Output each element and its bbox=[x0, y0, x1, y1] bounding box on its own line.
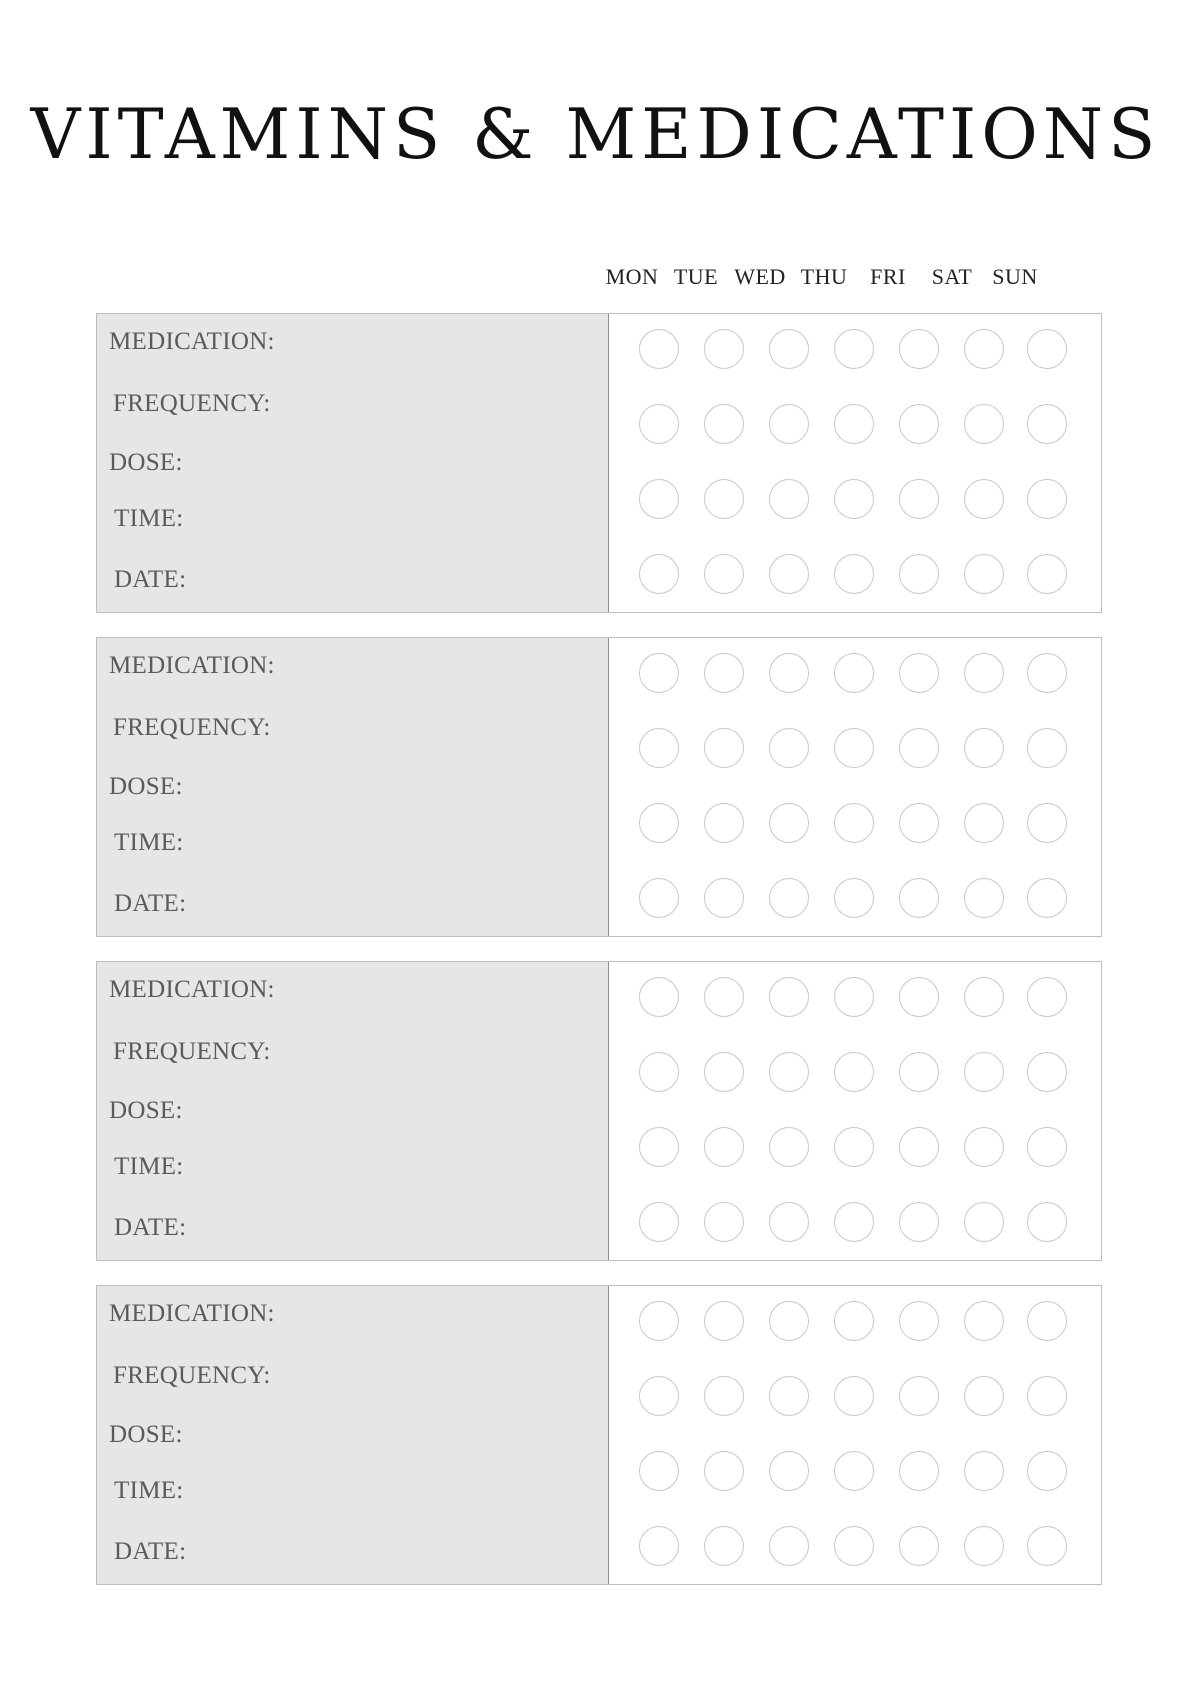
check-circle-fri-row2[interactable] bbox=[899, 1052, 939, 1092]
weekday-header bbox=[600, 264, 1100, 294]
dose-label[interactable]: DOSE: bbox=[109, 449, 183, 476]
dose-label[interactable]: DOSE: bbox=[109, 1097, 183, 1124]
check-circle-sat-row2[interactable] bbox=[964, 728, 1004, 768]
check-circle-sat-row1[interactable] bbox=[964, 977, 1004, 1017]
check-circle-fri-row4[interactable] bbox=[899, 1202, 939, 1242]
check-circle-fri-row3[interactable] bbox=[899, 479, 939, 519]
check-circle-thu-row1[interactable] bbox=[834, 977, 874, 1017]
check-circle-wed-row3[interactable] bbox=[769, 1451, 809, 1491]
day-label-mon: MON bbox=[605, 264, 659, 289]
check-circle-tue-row4[interactable] bbox=[704, 878, 744, 918]
date-label[interactable]: DATE: bbox=[114, 1214, 187, 1241]
check-circle-thu-row3[interactable] bbox=[834, 803, 874, 843]
check-circle-sun-row4[interactable] bbox=[1027, 878, 1067, 918]
check-circle-sat-row4[interactable] bbox=[964, 1526, 1004, 1566]
check-circle-fri-row2[interactable] bbox=[899, 728, 939, 768]
check-circle-tue-row3[interactable] bbox=[704, 479, 744, 519]
medication-block bbox=[96, 313, 1102, 613]
check-circle-mon-row4[interactable] bbox=[639, 1526, 679, 1566]
day-label-tue: TUE bbox=[673, 264, 719, 289]
check-circle-sat-row1[interactable] bbox=[964, 329, 1004, 369]
check-circle-thu-row4[interactable] bbox=[834, 878, 874, 918]
check-circle-wed-row2[interactable] bbox=[769, 1376, 809, 1416]
tracking-grid bbox=[609, 314, 1101, 612]
check-circle-sun-row2[interactable] bbox=[1027, 1052, 1067, 1092]
check-circle-sun-row4[interactable] bbox=[1027, 1202, 1067, 1242]
medication-block bbox=[96, 961, 1102, 1261]
check-circle-thu-row1[interactable] bbox=[834, 1301, 874, 1341]
check-circle-sun-row2[interactable] bbox=[1027, 404, 1067, 444]
check-circle-wed-row3[interactable] bbox=[769, 1127, 809, 1167]
check-circle-wed-row2[interactable] bbox=[769, 728, 809, 768]
check-circle-mon-row1[interactable] bbox=[639, 1301, 679, 1341]
time-label[interactable]: TIME: bbox=[114, 505, 184, 532]
check-circle-thu-row4[interactable] bbox=[834, 554, 874, 594]
check-circle-mon-row1[interactable] bbox=[639, 653, 679, 693]
check-circle-sun-row3[interactable] bbox=[1027, 803, 1067, 843]
check-circle-mon-row4[interactable] bbox=[639, 878, 679, 918]
check-circle-wed-row1[interactable] bbox=[769, 1301, 809, 1341]
check-circle-thu-row2[interactable] bbox=[834, 728, 874, 768]
check-circle-tue-row1[interactable] bbox=[704, 977, 744, 1017]
check-circle-sat-row3[interactable] bbox=[964, 479, 1004, 519]
day-label-sun: SUN bbox=[992, 264, 1038, 289]
check-circle-mon-row4[interactable] bbox=[639, 1202, 679, 1242]
dose-label[interactable]: DOSE: bbox=[109, 1421, 183, 1448]
time-label[interactable]: TIME: bbox=[114, 1477, 184, 1504]
check-circle-fri-row1[interactable] bbox=[899, 977, 939, 1017]
medication-info-panel bbox=[97, 638, 609, 936]
check-circle-tue-row4[interactable] bbox=[704, 1526, 744, 1566]
check-circle-sun-row1[interactable] bbox=[1027, 977, 1067, 1017]
check-circle-wed-row1[interactable] bbox=[769, 653, 809, 693]
check-circle-tue-row3[interactable] bbox=[704, 1127, 744, 1167]
date-label[interactable]: DATE: bbox=[114, 1538, 187, 1565]
check-circle-sun-row1[interactable] bbox=[1027, 329, 1067, 369]
check-circle-sat-row4[interactable] bbox=[964, 554, 1004, 594]
check-circle-sat-row3[interactable] bbox=[964, 803, 1004, 843]
time-label[interactable]: TIME: bbox=[114, 1153, 184, 1180]
check-circle-sun-row2[interactable] bbox=[1027, 1376, 1067, 1416]
check-circle-tue-row2[interactable] bbox=[704, 1376, 744, 1416]
check-circle-fri-row1[interactable] bbox=[899, 329, 939, 369]
check-circle-sat-row4[interactable] bbox=[964, 1202, 1004, 1242]
check-circle-fri-row4[interactable] bbox=[899, 554, 939, 594]
check-circle-mon-row3[interactable] bbox=[639, 1451, 679, 1491]
check-circle-mon-row4[interactable] bbox=[639, 554, 679, 594]
check-circle-mon-row2[interactable] bbox=[639, 1376, 679, 1416]
check-circle-thu-row2[interactable] bbox=[834, 1052, 874, 1092]
check-circle-fri-row1[interactable] bbox=[899, 653, 939, 693]
dose-label[interactable]: DOSE: bbox=[109, 773, 183, 800]
medication-label[interactable]: MEDICATION: bbox=[109, 652, 275, 679]
check-circle-mon-row3[interactable] bbox=[639, 1127, 679, 1167]
frequency-label[interactable]: FREQUENCY: bbox=[113, 390, 271, 417]
check-circle-tue-row4[interactable] bbox=[704, 1202, 744, 1242]
check-circle-wed-row1[interactable] bbox=[769, 329, 809, 369]
day-label-fri: FRI bbox=[870, 264, 906, 289]
tracking-grid bbox=[609, 1286, 1101, 1584]
medication-info-panel bbox=[97, 962, 609, 1260]
check-circle-sat-row1[interactable] bbox=[964, 1301, 1004, 1341]
check-circle-sun-row2[interactable] bbox=[1027, 728, 1067, 768]
check-circle-sun-row3[interactable] bbox=[1027, 1127, 1067, 1167]
date-label[interactable]: DATE: bbox=[114, 566, 187, 593]
check-circle-fri-row2[interactable] bbox=[899, 1376, 939, 1416]
check-circle-sun-row4[interactable] bbox=[1027, 1526, 1067, 1566]
frequency-label[interactable]: FREQUENCY: bbox=[113, 1038, 271, 1065]
check-circle-thu-row3[interactable] bbox=[834, 1127, 874, 1167]
page-title: VITAMINS & MEDICATIONS bbox=[30, 95, 1161, 175]
date-label[interactable]: DATE: bbox=[114, 890, 187, 917]
check-circle-sun-row4[interactable] bbox=[1027, 554, 1067, 594]
tracking-grid bbox=[609, 638, 1101, 936]
check-circle-fri-row4[interactable] bbox=[899, 878, 939, 918]
check-circle-tue-row1[interactable] bbox=[704, 1301, 744, 1341]
check-circle-sun-row1[interactable] bbox=[1027, 653, 1067, 693]
check-circle-sun-row3[interactable] bbox=[1027, 1451, 1067, 1491]
check-circle-thu-row4[interactable] bbox=[834, 1202, 874, 1242]
check-circle-wed-row1[interactable] bbox=[769, 977, 809, 1017]
check-circle-mon-row2[interactable] bbox=[639, 1052, 679, 1092]
check-circle-thu-row1[interactable] bbox=[834, 653, 874, 693]
check-circle-mon-row2[interactable] bbox=[639, 404, 679, 444]
check-circle-wed-row3[interactable] bbox=[769, 479, 809, 519]
check-circle-tue-row1[interactable] bbox=[704, 653, 744, 693]
check-circle-mon-row1[interactable] bbox=[639, 329, 679, 369]
tracking-grid bbox=[609, 962, 1101, 1260]
check-circle-thu-row2[interactable] bbox=[834, 1376, 874, 1416]
day-label-thu: THU bbox=[800, 264, 848, 289]
medication-info-panel bbox=[97, 1286, 609, 1584]
medication-block bbox=[96, 637, 1102, 937]
check-circle-sat-row1[interactable] bbox=[964, 653, 1004, 693]
check-circle-sat-row4[interactable] bbox=[964, 878, 1004, 918]
frequency-label[interactable]: FREQUENCY: bbox=[113, 714, 271, 741]
check-circle-wed-row2[interactable] bbox=[769, 404, 809, 444]
medication-label[interactable]: MEDICATION: bbox=[109, 328, 275, 355]
check-circle-tue-row3[interactable] bbox=[704, 1451, 744, 1491]
check-circle-sat-row3[interactable] bbox=[964, 1451, 1004, 1491]
check-circle-tue-row2[interactable] bbox=[704, 728, 744, 768]
check-circle-tue-row2[interactable] bbox=[704, 404, 744, 444]
check-circle-wed-row4[interactable] bbox=[769, 554, 809, 594]
check-circle-wed-row3[interactable] bbox=[769, 803, 809, 843]
check-circle-sat-row2[interactable] bbox=[964, 404, 1004, 444]
check-circle-sun-row3[interactable] bbox=[1027, 479, 1067, 519]
check-circle-fri-row3[interactable] bbox=[899, 1127, 939, 1167]
check-circle-mon-row3[interactable] bbox=[639, 803, 679, 843]
check-circle-tue-row1[interactable] bbox=[704, 329, 744, 369]
medication-label[interactable]: MEDICATION: bbox=[109, 1300, 275, 1327]
day-label-wed: WED bbox=[734, 264, 786, 289]
check-circle-wed-row2[interactable] bbox=[769, 1052, 809, 1092]
check-circle-thu-row3[interactable] bbox=[834, 479, 874, 519]
check-circle-sat-row2[interactable] bbox=[964, 1052, 1004, 1092]
day-label-sat: SAT bbox=[931, 264, 973, 289]
check-circle-thu-row4[interactable] bbox=[834, 1526, 874, 1566]
check-circle-sat-row2[interactable] bbox=[964, 1376, 1004, 1416]
check-circle-fri-row4[interactable] bbox=[899, 1526, 939, 1566]
check-circle-wed-row4[interactable] bbox=[769, 1202, 809, 1242]
check-circle-sat-row3[interactable] bbox=[964, 1127, 1004, 1167]
check-circle-fri-row1[interactable] bbox=[899, 1301, 939, 1341]
check-circle-sun-row1[interactable] bbox=[1027, 1301, 1067, 1341]
check-circle-thu-row3[interactable] bbox=[834, 1451, 874, 1491]
check-circle-mon-row3[interactable] bbox=[639, 479, 679, 519]
check-circle-fri-row3[interactable] bbox=[899, 1451, 939, 1491]
medication-block bbox=[96, 1285, 1102, 1585]
check-circle-thu-row1[interactable] bbox=[834, 329, 874, 369]
check-circle-wed-row4[interactable] bbox=[769, 878, 809, 918]
time-label[interactable]: TIME: bbox=[114, 829, 184, 856]
medication-label[interactable]: MEDICATION: bbox=[109, 976, 275, 1003]
check-circle-wed-row4[interactable] bbox=[769, 1526, 809, 1566]
check-circle-fri-row3[interactable] bbox=[899, 803, 939, 843]
check-circle-tue-row2[interactable] bbox=[704, 1052, 744, 1092]
frequency-label[interactable]: FREQUENCY: bbox=[113, 1362, 271, 1389]
medication-info-panel bbox=[97, 314, 609, 612]
check-circle-mon-row2[interactable] bbox=[639, 728, 679, 768]
check-circle-fri-row2[interactable] bbox=[899, 404, 939, 444]
check-circle-tue-row3[interactable] bbox=[704, 803, 744, 843]
check-circle-tue-row4[interactable] bbox=[704, 554, 744, 594]
check-circle-mon-row1[interactable] bbox=[639, 977, 679, 1017]
check-circle-thu-row2[interactable] bbox=[834, 404, 874, 444]
